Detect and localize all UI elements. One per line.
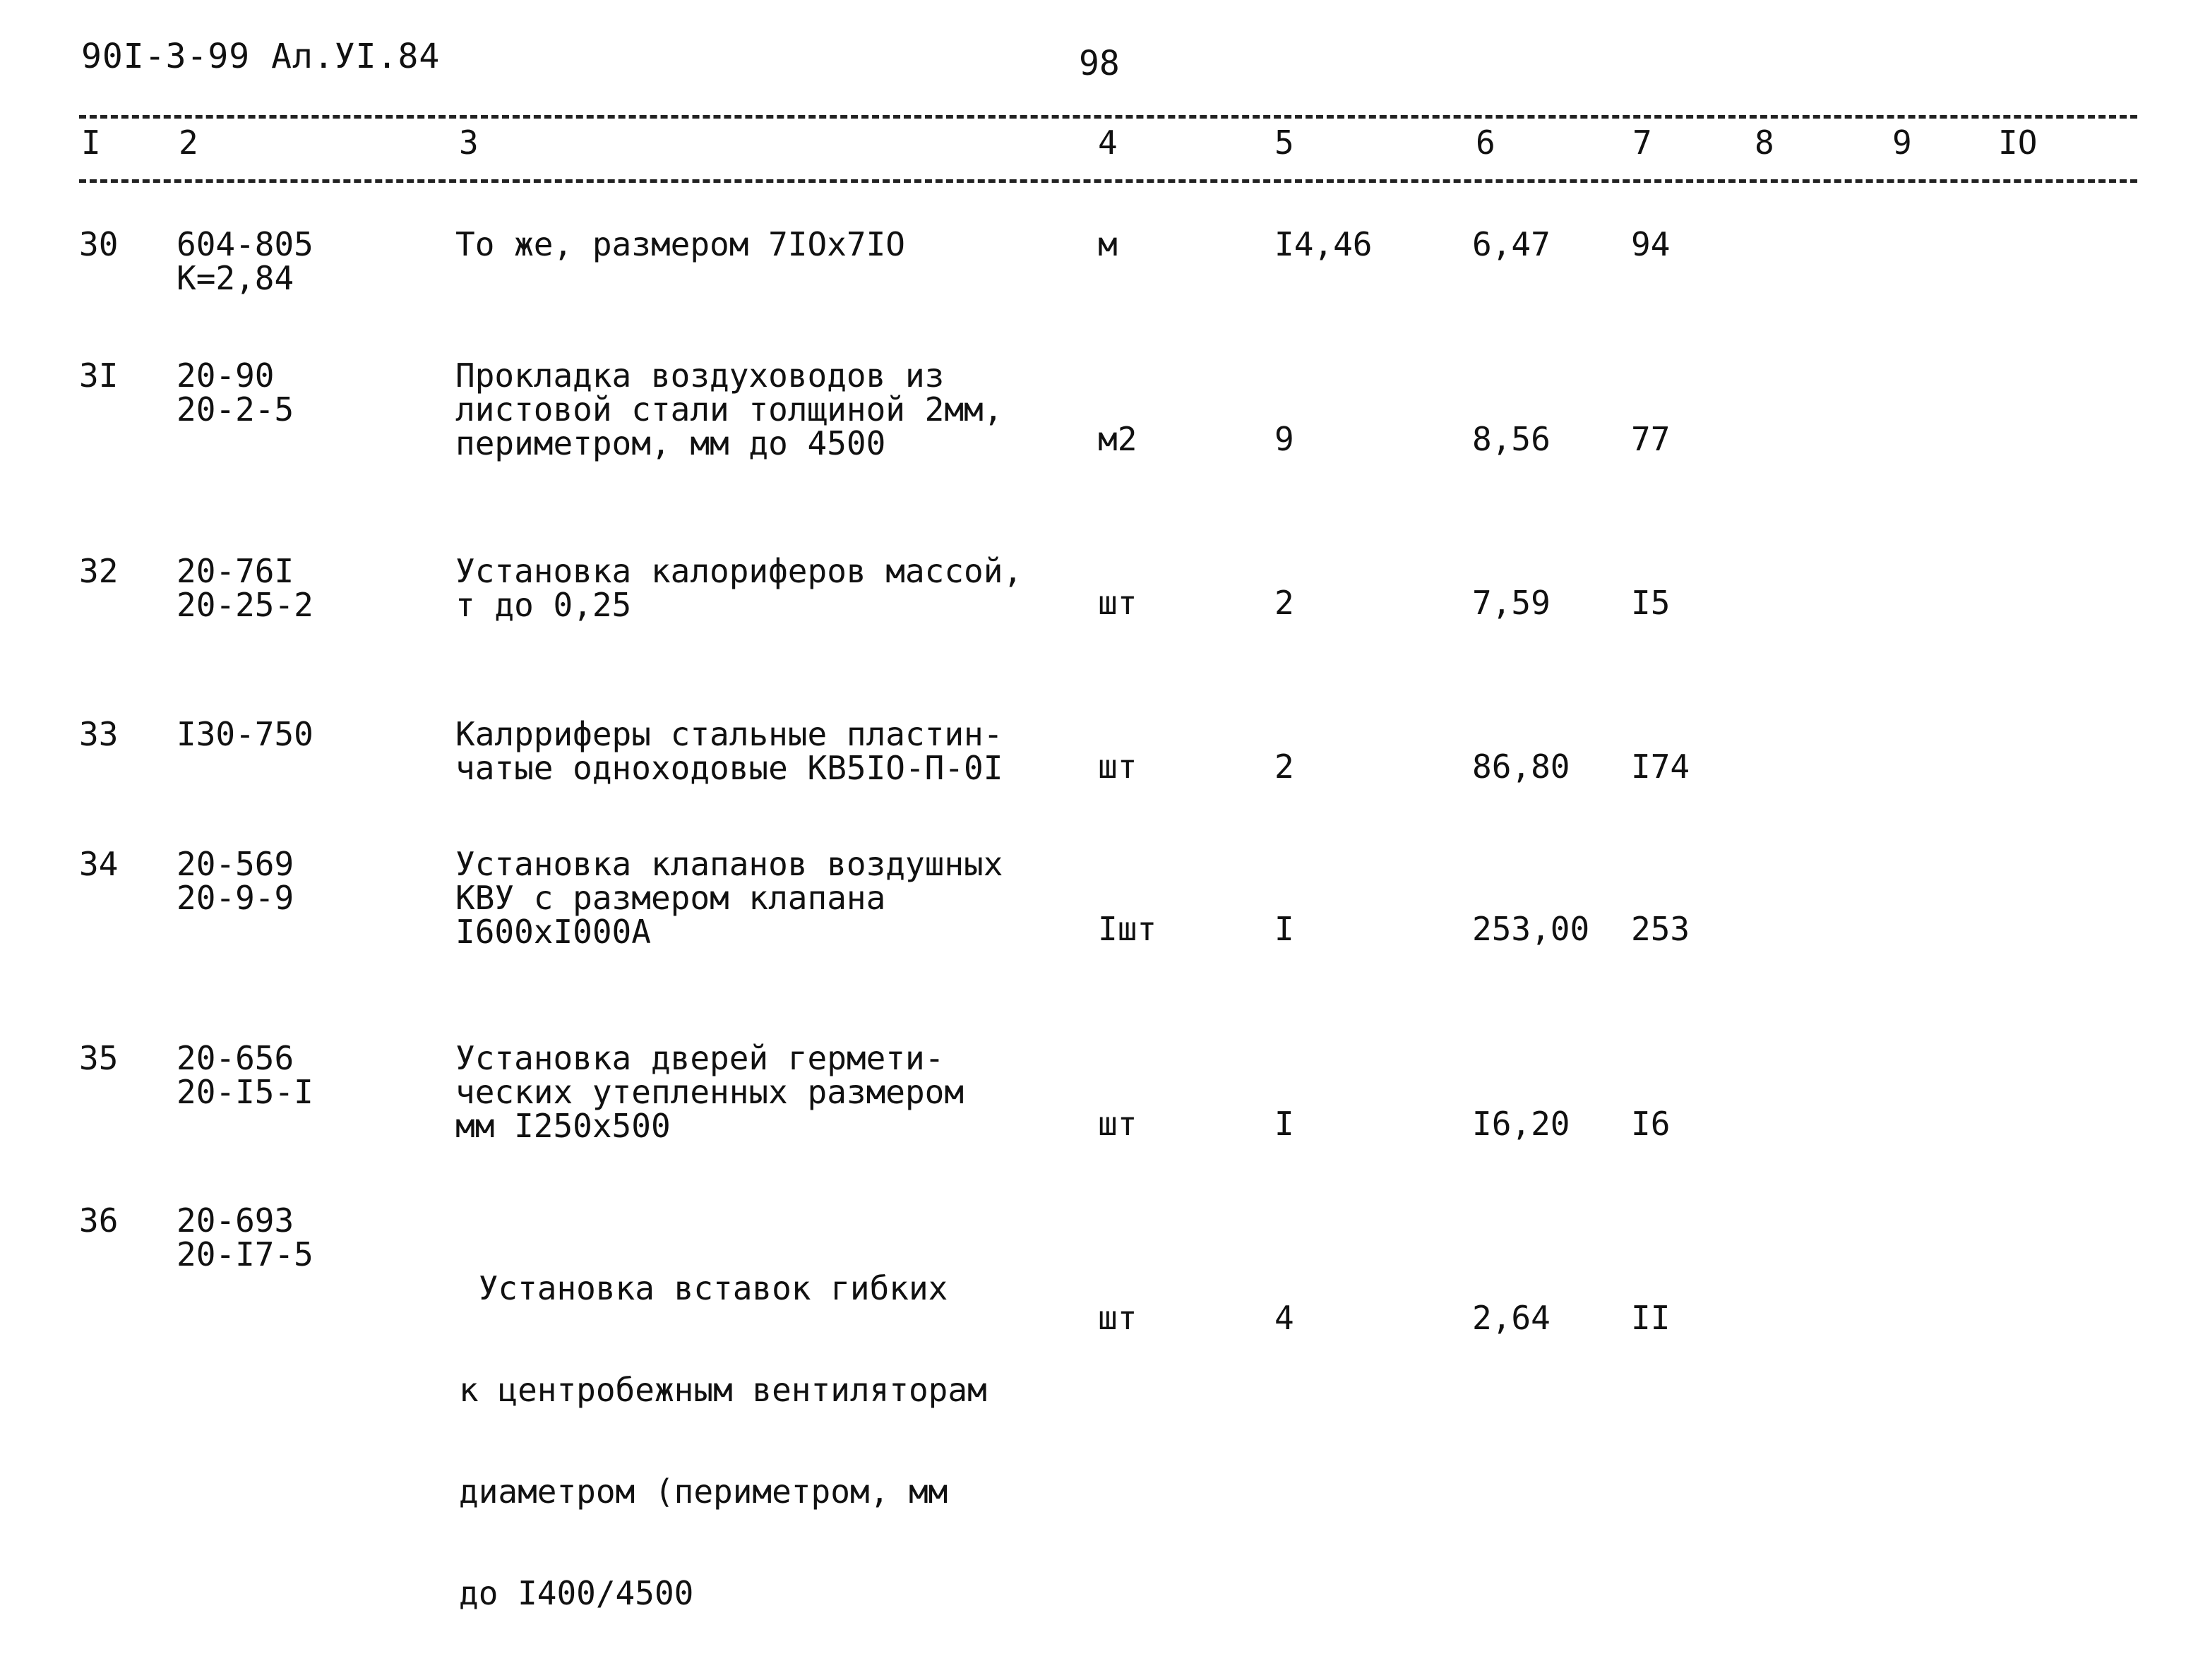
column-number: 8 bbox=[1755, 124, 1774, 162]
header-top-rule bbox=[79, 115, 2137, 119]
code-line: 20-90 bbox=[177, 356, 275, 395]
description-line: листовой стали толщиной 2мм, bbox=[455, 390, 1003, 428]
unit-cell: м2 bbox=[1098, 420, 1137, 458]
resource-code bbox=[177, 847, 294, 915]
row-number: 36 bbox=[79, 1201, 119, 1240]
total-cell: I74 bbox=[1631, 748, 1690, 786]
unit-price-cell: 6,47 bbox=[1472, 225, 1551, 263]
code-line: 20-569 bbox=[177, 845, 294, 883]
description-line: ческих утепленных размером bbox=[455, 1073, 964, 1111]
quantity-cell: 2 bbox=[1274, 748, 1294, 786]
row-number: 3I bbox=[79, 356, 119, 395]
code-line: 20-656 bbox=[177, 1039, 294, 1077]
description-line: чатые одноходовые КВ5IO-П-0I bbox=[455, 749, 1003, 787]
unit-cell: шт bbox=[1098, 584, 1137, 622]
row-number: 35 bbox=[79, 1039, 119, 1077]
page-number: 98 bbox=[1079, 44, 1120, 83]
work-description bbox=[455, 227, 905, 261]
row-number: 30 bbox=[79, 225, 119, 263]
description-line: диаметром (периметром, мм bbox=[459, 1472, 948, 1511]
quantity-cell: 2 bbox=[1274, 584, 1294, 622]
resource-code bbox=[177, 554, 313, 622]
resource-code bbox=[177, 227, 313, 295]
description-line: мм I250x500 bbox=[455, 1107, 671, 1145]
quantity-cell: 9 bbox=[1274, 420, 1294, 458]
code-line: К=2,84 bbox=[177, 259, 294, 297]
description-line: I600xI000А bbox=[455, 913, 651, 951]
row-number: 32 bbox=[79, 552, 119, 590]
quantity-cell: I bbox=[1274, 910, 1294, 948]
work-description bbox=[455, 554, 1022, 622]
unit-cell: шт bbox=[1098, 748, 1137, 786]
code-line: 20-693 bbox=[177, 1201, 294, 1240]
quantity-cell: I bbox=[1274, 1105, 1294, 1143]
unit-cell: шт bbox=[1098, 1105, 1137, 1143]
unit-price-cell: 8,56 bbox=[1472, 420, 1551, 458]
column-number: 2 bbox=[179, 124, 198, 162]
description-line: То же, размером 7IOx7IO bbox=[455, 225, 905, 263]
work-description bbox=[455, 847, 1003, 949]
column-number: 3 bbox=[459, 124, 479, 162]
total-cell: I6 bbox=[1631, 1105, 1671, 1143]
resource-code bbox=[177, 356, 294, 428]
code-line: 20-2-5 bbox=[177, 390, 294, 428]
work-description bbox=[455, 356, 1003, 462]
row-number: 33 bbox=[79, 715, 119, 753]
total-cell: 77 bbox=[1631, 420, 1671, 458]
column-number: 9 bbox=[1892, 124, 1912, 162]
total-cell: II bbox=[1631, 1299, 1671, 1337]
unit-cell: м bbox=[1098, 225, 1118, 263]
unit-price-cell: 253,00 bbox=[1472, 910, 1590, 948]
description-line: к центробежным вентиляторам bbox=[459, 1371, 987, 1409]
description-line: КВУ с размером клапана bbox=[455, 879, 886, 917]
column-number: 7 bbox=[1632, 124, 1652, 162]
description-line: т до 0,25 bbox=[455, 586, 632, 624]
document-code: 90I-3-99 Ал.УI.84 bbox=[81, 37, 441, 76]
description-line: до I400/4500 bbox=[459, 1574, 694, 1612]
total-cell: I5 bbox=[1631, 584, 1671, 622]
work-description bbox=[455, 717, 1003, 785]
code-line: I30-750 bbox=[177, 715, 313, 753]
code-line: 20-25-2 bbox=[177, 586, 313, 624]
quantity-cell: I4,46 bbox=[1274, 225, 1373, 263]
unit-cell: Iшт bbox=[1098, 910, 1157, 948]
quantity-cell: 4 bbox=[1274, 1299, 1294, 1337]
code-line: 604-805 bbox=[177, 225, 313, 263]
code-line: 20-9-9 bbox=[177, 879, 294, 917]
description-line: Установка калориферов массой, bbox=[455, 552, 1023, 590]
unit-price-cell: 86,80 bbox=[1472, 748, 1570, 786]
unit-price-cell: 7,59 bbox=[1472, 584, 1551, 622]
unit-price-cell: I6,20 bbox=[1472, 1105, 1570, 1143]
total-cell: 253 bbox=[1631, 910, 1690, 948]
row-number: 34 bbox=[79, 845, 119, 883]
unit-cell: шт bbox=[1098, 1299, 1137, 1337]
description-line: Калрриферы стальные пластин- bbox=[455, 715, 1003, 753]
total-cell: 94 bbox=[1631, 225, 1671, 263]
description-line: Прокладка воздуховодов из bbox=[455, 356, 945, 395]
description-line: периметром, мм до 4500 bbox=[455, 424, 886, 462]
column-number: IO bbox=[1998, 124, 2038, 162]
code-line: 20-I7-5 bbox=[177, 1235, 313, 1273]
resource-code bbox=[177, 1201, 313, 1273]
column-number: 6 bbox=[1476, 124, 1495, 162]
resource-code bbox=[177, 1041, 313, 1109]
header-bottom-rule bbox=[79, 179, 2137, 183]
description-line: Установка вставок гибких bbox=[459, 1269, 948, 1307]
resource-code bbox=[177, 717, 313, 751]
unit-price-cell: 2,64 bbox=[1472, 1299, 1551, 1337]
column-number: I bbox=[81, 124, 101, 162]
work-description bbox=[459, 1204, 987, 1678]
code-line: 20-76I bbox=[177, 552, 294, 590]
column-number: 5 bbox=[1274, 124, 1294, 162]
column-number: 4 bbox=[1098, 124, 1118, 162]
work-description bbox=[455, 1041, 964, 1143]
description-line: Установка клапанов воздушных bbox=[455, 845, 1003, 883]
description-line: Установка дверей гермети- bbox=[455, 1039, 945, 1077]
code-line: 20-I5-I bbox=[177, 1073, 313, 1111]
